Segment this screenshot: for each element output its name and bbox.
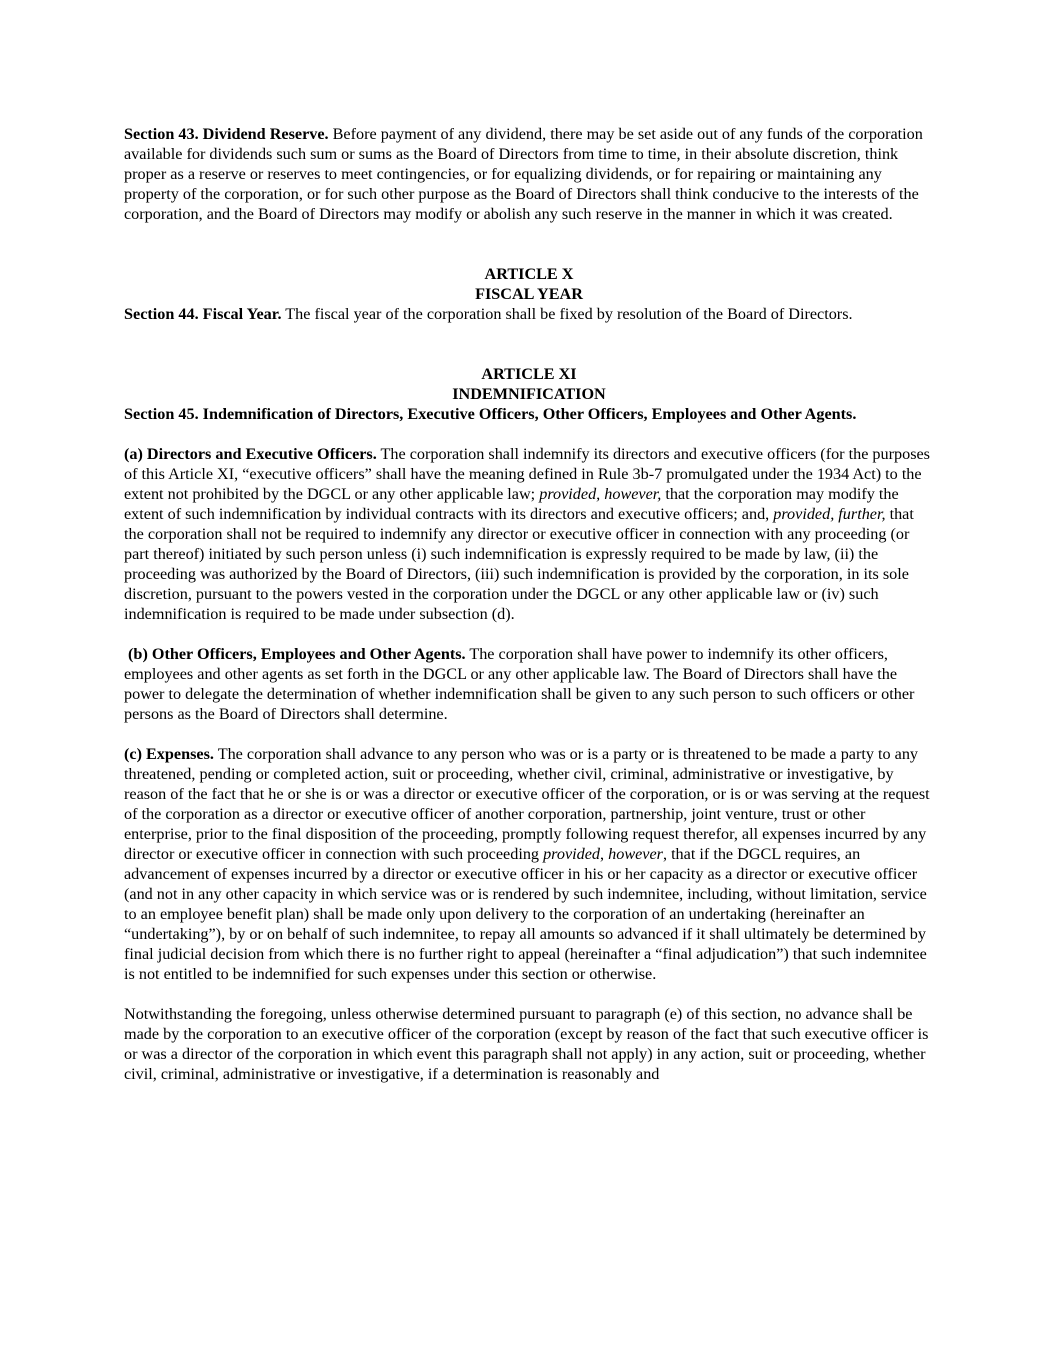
section-45-title	[124, 404, 934, 424]
subsection-a-paragraph	[124, 444, 934, 624]
subsection-b-paragraph	[124, 644, 934, 724]
subsection-c-separator: ,	[600, 845, 609, 863]
section-43-title: Section 43. Dividend Reserve.	[124, 125, 329, 143]
article-x-heading: ARTICLE X	[484, 265, 574, 283]
section-45-title-text: Section 45. Indemnification of Directors, Executive Officers, Other Officers, Employees and Other Agents.	[124, 405, 857, 423]
article-xi-heading: ARTICLE XI	[481, 365, 577, 383]
subsection-a-text-2: that the corporation may modify the extent of such indemnification by individual contracts with its directors and executive officers; and,	[124, 485, 899, 523]
fiscal-year-heading: FISCAL YEAR	[475, 285, 583, 303]
section-44-title: Section 44. Fiscal Year.	[124, 305, 282, 323]
subsection-c-emphasis-2: however	[608, 845, 663, 863]
section-43-text: Before payment of any dividend, there may be set aside out of any funds of the corporation available for dividends such sum or sums as the Board of Directors from time to time, in their absolute discretion, think proper as a reserve or reserves to meet contingencies, or for equalizing dividends, or for repairing or maintaining any property of the corporation, or for such other purpose as the Board of Directors shall think conducive to the interests of the corporation, and the Board of Directors may modify or abolish any such reserve in the manner in which it was created.	[124, 125, 923, 223]
spacer	[124, 244, 934, 264]
subsection-a-emphasis-2: provided, further,	[773, 505, 886, 523]
document-page	[124, 124, 934, 1104]
subsection-c-title: (c) Expenses.	[124, 745, 214, 763]
subsection-a-emphasis-1: provided, however,	[539, 485, 662, 503]
subsection-b-text: The corporation shall have power to indemnify its other officers, employees and other agents as set forth in the DGCL or any other applicable law. The Board of Directors shall have the power to delegate the determination of whether indemnification shall be given to any such person to such officers or other persons as the Board of Directors shall determine.	[124, 645, 915, 723]
subsection-c-paragraph	[124, 744, 934, 984]
section-44-text: The fiscal year of the corporation shall be fixed by resolution of the Board of Directors.	[281, 305, 853, 323]
subsection-a-text-1: The corporation shall indemnify its directors and executive officers (for the purposes of this Article XI, “executive officers” shall have the meaning defined in Rule 3b-7 promulgated under the 1934 Act) to the extent not prohibited by the DGCL or any other applicable law;	[124, 445, 930, 503]
subsection-c-text-2: , that if the DGCL requires, an advancement of expenses incurred by a director or executive officer in his or her capacity as a director or executive officer (and not in any other capacity in which service was or is rendered by such indemnitee, including, without limitation, service to an employee benefit plan) shall be made only upon delivery to the corporation of an undertaking (hereinafter an “undertaking”), by or on behalf of such indemnitee, to repay all amounts so advanced if it shall ultimately be determined by final judicial decision from which there is no further right to appeal (hereinafter a “final adjudication”) that such indemnitee is not entitled to be indemnified for such expenses under this section or otherwise.	[124, 845, 927, 983]
subsection-b-title: (b) Other Officers, Employees and Other Agents.	[128, 645, 466, 663]
subsection-a-title: (a) Directors and Executive Officers.	[124, 445, 377, 463]
subsection-c-text-1: The corporation shall advance to any person who was or is a party or is threatened to be made a party to any threatened, pending or completed action, suit or proceeding, whether civil, criminal, administrative or investigative, by reason of the fact that he or she is or was a director or executive officer of the corporation, or is or was serving at the request of the corporation as a director or executive officer of another corporation, partnership, joint venture, trust or other enterprise, prior to the final disposition of the proceeding, promptly following request therefor, all expenses incurred by any director or executive officer in connection with such proceeding	[124, 745, 930, 863]
notwithstanding-paragraph: Notwithstanding the foregoing, unless otherwise determined pursuant to paragraph (e) of this section, no advance shall be made by the corporation to an executive officer of the corporation (except by reason of the fact that such executive officer is or was a director of the corporation in which event this paragraph shall not apply) in any action, suit or proceeding, whether civil, criminal, administrative or investigative, if a determination is reasonably and	[124, 1005, 929, 1083]
subsection-a-text-3: that the corporation shall not be required to indemnify any director or executive officer in connection with any proceeding (or part thereof) initiated by such person unless (i) such indemnification is expressly required to be made by law, (ii) the proceeding was authorized by the Board of Directors, (iii) such indemnification is provided by the corporation, in its sole discretion, pursuant to the powers vested in the corporation under the DGCL or any other applicable law or (iv) such indemnification is required to be made under subsection (d).	[124, 505, 914, 623]
section-44-paragraph	[124, 304, 934, 324]
section-43-paragraph	[124, 124, 934, 224]
spacer	[124, 344, 934, 364]
indemnification-heading: INDEMNIFICATION	[452, 385, 606, 403]
subsection-c-emphasis-1: provided	[543, 845, 601, 863]
